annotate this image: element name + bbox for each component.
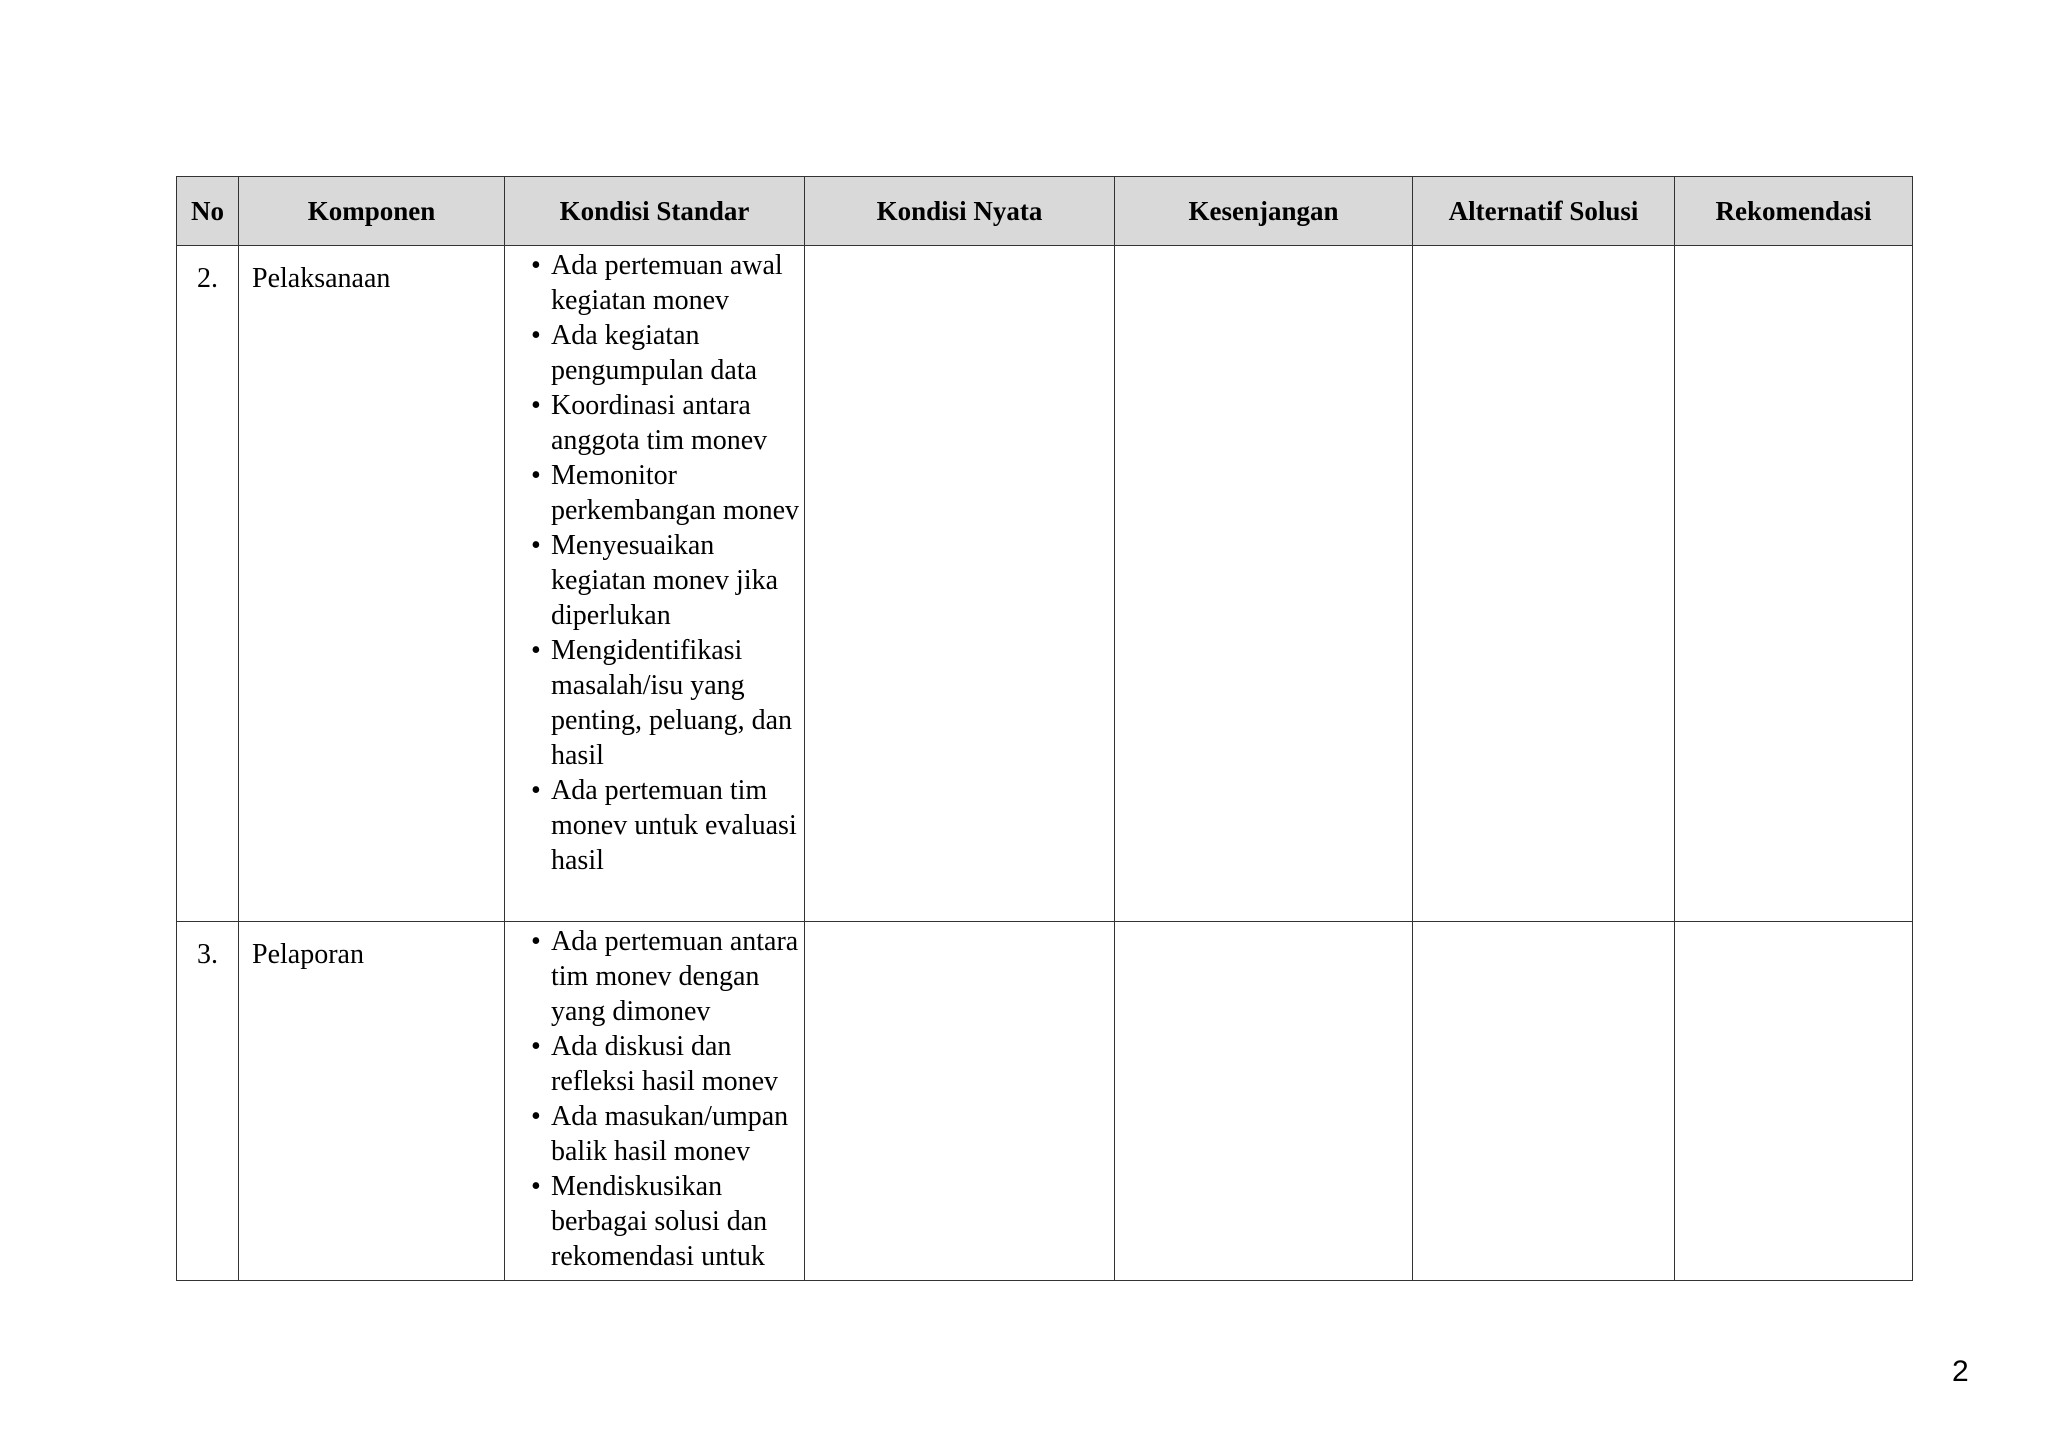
row-komponen: Pelaksanaan: [239, 246, 505, 922]
row-kondisi-nyata: [805, 922, 1115, 1281]
bullet-item: [517, 388, 800, 458]
bullet-text: Ada pertemuan antara tim monev dengan yang dimonev: [551, 926, 799, 1028]
bullet-text: Ada kegiatan pengumpulan data: [551, 320, 758, 386]
bullet-text: Ada pertemuan tim monev untuk evaluasi hasil: [551, 775, 797, 876]
bullet-text: Koordinasi antara anggota tim monev: [551, 390, 768, 456]
page-number: 2: [1952, 1355, 1969, 1388]
row-komponen: Pelaporan: [239, 922, 505, 1281]
bullet-icon: •: [531, 1031, 541, 1063]
row-alternatif-solusi: [1413, 246, 1675, 922]
bullet-item: [517, 1169, 800, 1274]
header-kondisi-standar: Kondisi Standar: [505, 177, 805, 246]
header-komponen: Komponen: [239, 177, 505, 246]
bullet-item: [517, 924, 800, 1029]
bullet-text: Memonitor perkembangan monev: [551, 460, 800, 526]
table-row: [177, 922, 1913, 1281]
row-number: 3.: [177, 922, 239, 1281]
bullet-icon: •: [531, 320, 541, 351]
bullet-icon: •: [531, 926, 541, 958]
row-kondisi-nyata: [805, 246, 1115, 922]
bullet-icon: •: [531, 390, 541, 421]
bullet-icon: •: [531, 775, 541, 806]
bullet-icon: •: [531, 460, 541, 491]
bullet-item: [517, 633, 800, 773]
bullet-item: [517, 528, 800, 633]
monev-table: [176, 176, 1913, 1281]
kondisi-standar-list: [517, 924, 800, 1274]
header-rekomendasi: Rekomendasi: [1675, 177, 1913, 246]
bullet-item: [517, 773, 800, 878]
bullet-text: Ada diskusi dan refleksi hasil monev: [551, 1031, 779, 1098]
bullet-text: Menyesuaikan kegiatan monev jika diperlukan: [551, 530, 779, 631]
bullet-text: Mengidentifikasi masalah/isu yang penting, peluang, dan hasil: [551, 635, 793, 771]
row-rekomendasi: [1675, 922, 1913, 1281]
bullet-text: Ada pertemuan awal kegiatan monev: [551, 250, 783, 316]
table-row: [177, 246, 1913, 922]
header-alternatif-solusi: Alternatif Solusi: [1413, 177, 1675, 246]
bullet-item: [517, 248, 800, 318]
bullet-item: [517, 318, 800, 388]
bullet-icon: •: [531, 635, 541, 666]
bullet-item: [517, 1029, 800, 1099]
bullet-text: Mendiskusikan berbagai solusi dan rekomendasi untuk: [551, 1171, 768, 1273]
bullet-item: [517, 1099, 800, 1169]
row-number: 2.: [177, 246, 239, 922]
table-header-row: [177, 177, 1913, 246]
bullet-icon: •: [531, 250, 541, 281]
bullet-icon: •: [531, 1101, 541, 1133]
row-kondisi-standar: [505, 246, 805, 922]
bullet-icon: •: [531, 1171, 541, 1203]
bullet-text: Ada masukan/umpan balik hasil monev: [551, 1101, 789, 1168]
row-rekomendasi: [1675, 246, 1913, 922]
header-no: No: [177, 177, 239, 246]
header-kesenjangan: Kesenjangan: [1115, 177, 1413, 246]
kondisi-standar-list: [517, 248, 800, 878]
row-kesenjangan: [1115, 922, 1413, 1281]
row-kesenjangan: [1115, 246, 1413, 922]
row-kondisi-standar: [505, 922, 805, 1281]
bullet-item: [517, 458, 800, 528]
bullet-icon: •: [531, 530, 541, 561]
row-alternatif-solusi: [1413, 922, 1675, 1281]
header-kondisi-nyata: Kondisi Nyata: [805, 177, 1115, 246]
